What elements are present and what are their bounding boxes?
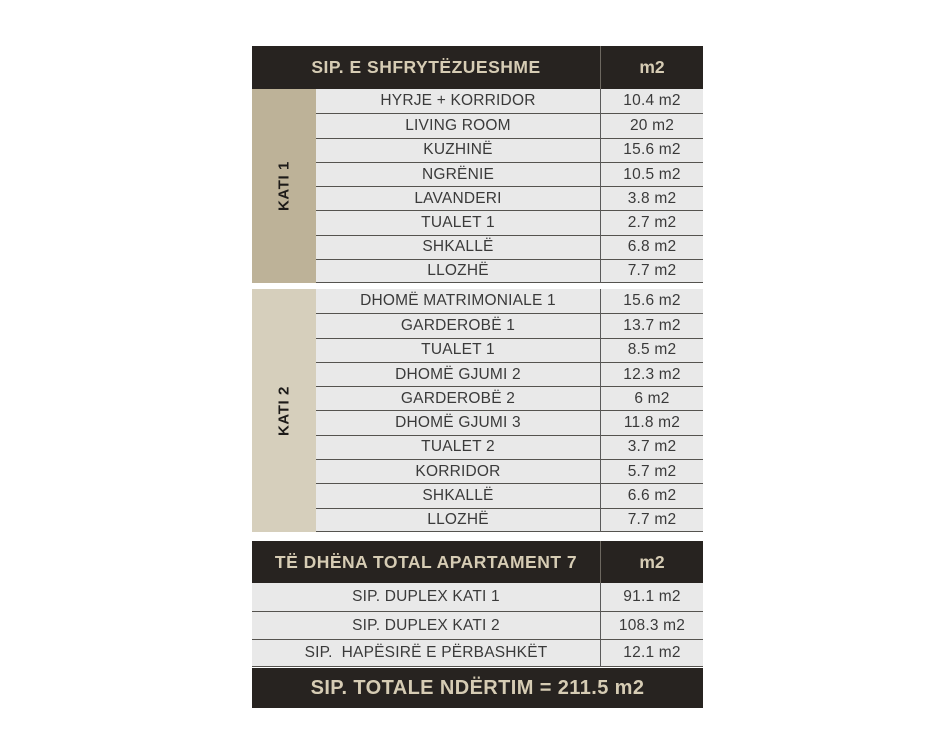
table-row	[252, 410, 703, 434]
room-name-cell: SHKALLË	[316, 483, 600, 507]
table-row	[252, 508, 703, 532]
floor-label-spacer	[252, 259, 316, 283]
table-row	[252, 162, 703, 186]
room-area-cell: 7.7 m2	[600, 259, 703, 283]
room-area-cell: 6.6 m2	[600, 483, 703, 507]
floor-label-spacer	[252, 338, 316, 362]
room-area-cell: 13.7 m2	[600, 313, 703, 337]
total-name-cell: SIP. HAPËSIRË E PËRBASHKËT	[252, 639, 600, 667]
room-area-cell: 6 m2	[600, 386, 703, 410]
room-area-cell: 3.8 m2	[600, 186, 703, 210]
room-area-cell: 11.8 m2	[600, 410, 703, 434]
room-name-cell: DHOMË MATRIMONIALE 1	[316, 289, 600, 313]
room-name-cell: LLOZHË	[316, 508, 600, 532]
floor-label-spacer	[252, 483, 316, 507]
floor-label-spacer	[252, 362, 316, 386]
header-unit: m2	[600, 46, 703, 89]
floor-label-spacer	[252, 210, 316, 234]
table-row	[252, 338, 703, 362]
totals-header	[252, 541, 703, 583]
floor-block-kati-2	[252, 289, 703, 532]
table-row	[252, 362, 703, 386]
floor-label-spacer	[252, 435, 316, 459]
table-row	[252, 435, 703, 459]
room-name-cell: GARDEROBË 1	[316, 313, 600, 337]
room-area-cell: 20 m2	[600, 113, 703, 137]
floor-label-spacer	[252, 235, 316, 259]
room-area-cell: 3.7 m2	[600, 435, 703, 459]
room-name-cell: DHOMË GJUMI 2	[316, 362, 600, 386]
table-row	[252, 289, 703, 313]
total-name-cell: SIP. DUPLEX KATI 2	[252, 611, 600, 639]
floor-label: KATI 1	[275, 161, 293, 212]
total-name-cell: SIP. DUPLEX KATI 1	[252, 583, 600, 611]
room-name-cell: HYRJE + KORRIDOR	[316, 89, 600, 113]
room-area-cell: 10.5 m2	[600, 162, 703, 186]
room-area-cell: 12.3 m2	[600, 362, 703, 386]
table-row	[252, 138, 703, 162]
floor-label-spacer	[252, 113, 316, 137]
floor-label-spacer	[252, 386, 316, 410]
room-area-cell: 5.7 m2	[600, 459, 703, 483]
room-name-cell: TUALET 2	[316, 435, 600, 459]
totals-block	[252, 583, 703, 667]
floor-label-spacer	[252, 162, 316, 186]
table-row	[252, 459, 703, 483]
room-area-cell: 2.7 m2	[600, 210, 703, 234]
room-name-cell: KORRIDOR	[316, 459, 600, 483]
room-name-cell: TUALET 1	[316, 210, 600, 234]
table-row	[252, 583, 703, 611]
table-row	[252, 113, 703, 137]
totals-header-unit: m2	[600, 541, 703, 583]
table-row	[252, 386, 703, 410]
floor-label-spacer	[252, 89, 316, 113]
floor-label-spacer	[252, 410, 316, 434]
grand-total-label: SIP. TOTALE NDËRTIM = 211.5 m2	[310, 676, 645, 699]
total-area-cell: 108.3 m2	[600, 611, 703, 639]
table-header-usable-area	[252, 46, 703, 89]
room-area-cell: 15.6 m2	[600, 289, 703, 313]
room-name-cell: NGRËNIE	[316, 162, 600, 186]
room-area-cell: 7.7 m2	[600, 508, 703, 532]
floor-block-kati-1	[252, 89, 703, 283]
table-row	[252, 210, 703, 234]
room-name-cell: DHOMË GJUMI 3	[316, 410, 600, 434]
total-area-cell: 12.1 m2	[600, 639, 703, 667]
room-area-cell: 8.5 m2	[600, 338, 703, 362]
table-row	[252, 259, 703, 283]
room-name-cell: LIVING ROOM	[316, 113, 600, 137]
totals-header-title: TË DHËNA TOTAL APARTAMENT 7	[274, 551, 578, 572]
room-name-cell: KUZHINË	[316, 138, 600, 162]
room-area-cell: 6.8 m2	[600, 235, 703, 259]
total-area-cell: 91.1 m2	[600, 583, 703, 611]
floor-label-spacer	[252, 138, 316, 162]
room-name-cell: LAVANDERI	[316, 186, 600, 210]
table-row	[252, 611, 703, 639]
floor-label-spacer	[252, 289, 316, 313]
room-area-cell: 15.6 m2	[600, 138, 703, 162]
floor-label-spacer	[252, 459, 316, 483]
floor-label-spacer	[252, 508, 316, 532]
header-title: SIP. E SHFRYTËZUESHME	[311, 57, 541, 77]
floor-label: KATI 2	[275, 385, 293, 436]
room-name-cell: TUALET 1	[316, 338, 600, 362]
table-row	[252, 639, 703, 667]
table-row	[252, 89, 703, 113]
room-name-cell: LLOZHË	[316, 259, 600, 283]
table-row	[252, 186, 703, 210]
floor-label-spacer	[252, 313, 316, 337]
table-row	[252, 483, 703, 507]
table-row	[252, 313, 703, 337]
room-name-cell: SHKALLË	[316, 235, 600, 259]
grand-total-bar	[252, 668, 703, 708]
table-row	[252, 235, 703, 259]
room-area-cell: 10.4 m2	[600, 89, 703, 113]
room-name-cell: GARDEROBË 2	[316, 386, 600, 410]
floor-label-spacer	[252, 186, 316, 210]
